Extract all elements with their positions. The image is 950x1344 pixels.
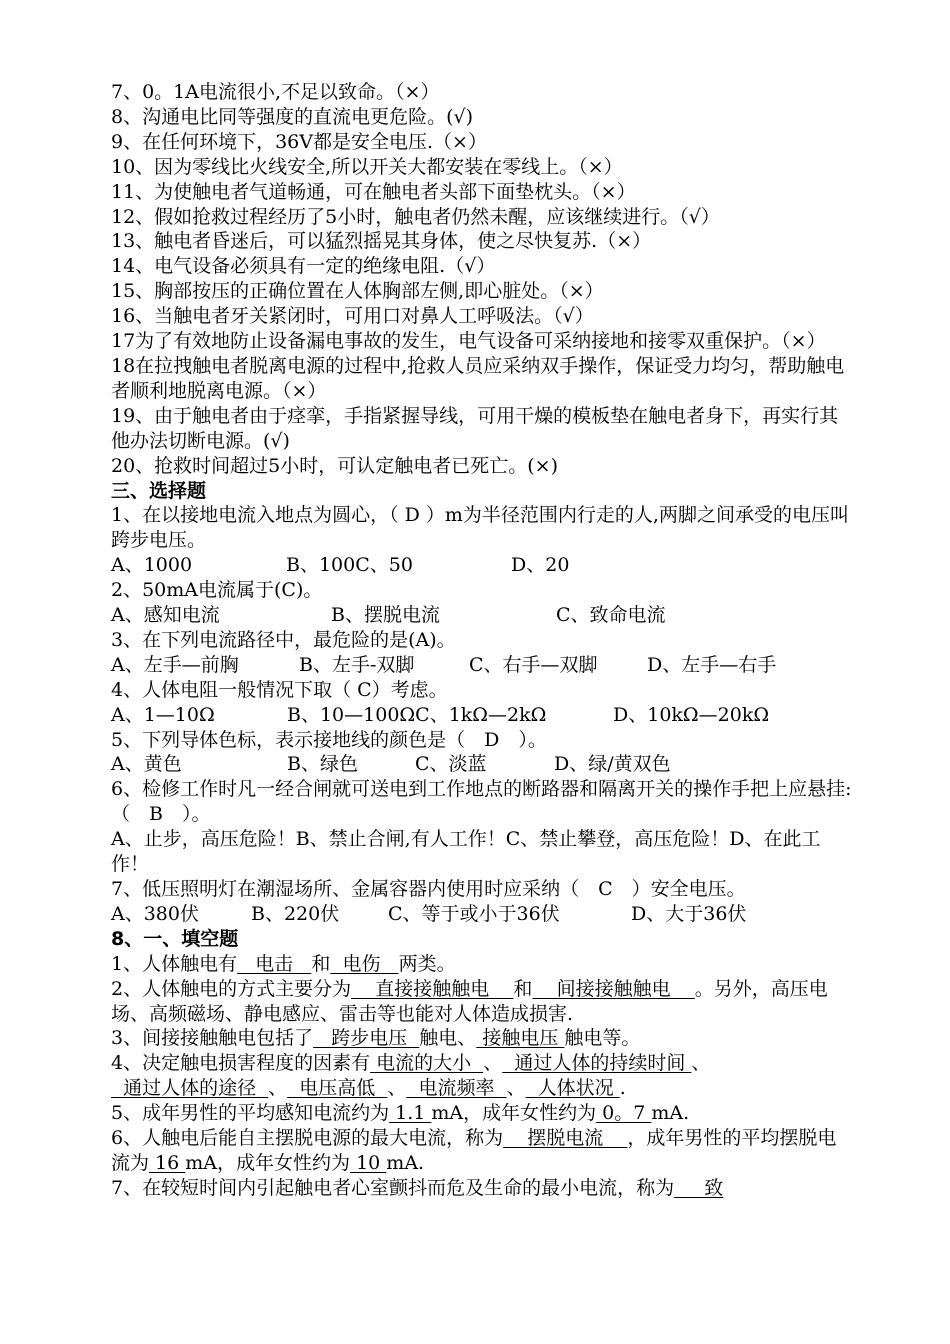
option: C、等于或小于36伏 bbox=[388, 902, 560, 925]
judge-item-20: 20、抢救时间超过5小时，可认定触电者已死亡。(×) bbox=[111, 454, 559, 477]
fill-text: 、 bbox=[691, 1052, 711, 1075]
fill-answer: 电压高低 bbox=[287, 1077, 388, 1100]
fill-answer: 人体状况 bbox=[525, 1077, 620, 1100]
option: B、绿色 bbox=[287, 753, 358, 776]
judge-item-12: 12、假如抢救过程经历了5小时，触电者仍然未醒，应该继续进行。（√） bbox=[111, 205, 720, 228]
fill-item-3 bbox=[111, 1026, 854, 1051]
judge-item-8: 8、沟通电比同等强度的直流电更危险。(√) bbox=[111, 105, 474, 128]
fill-text: mA，成年女性约为 bbox=[431, 1102, 597, 1125]
fill-text: 5、成年男性的平均感知电流约为 bbox=[111, 1102, 390, 1125]
fill-section-heading: 8、一、填空题 bbox=[111, 927, 239, 950]
fill-text: 。另外，高压电场、高频磁场、静电感应、雷击等也能对人体造成损害. bbox=[111, 977, 828, 1025]
choice-options-2 bbox=[111, 603, 854, 628]
judge-item-10: 10、因为零线比火线安全,所以开关大都安装在零线上。（×） bbox=[111, 155, 623, 178]
judge-item-19: 19、由于触电者由于痉挛，手指紧握导线，可用干燥的模板垫在触电者身下，再实行其他办法切断电源。(√) bbox=[111, 404, 839, 452]
judge-item-17: 17为了有效地防止设备漏电事故的发生，电气设备可采纳接地和接零双重保护。（×） bbox=[111, 330, 826, 353]
fill-text: 7、在较短时间内引起触电者心室颤抖而危及生命的最小电流，称为 bbox=[111, 1176, 675, 1199]
fill-text: mA. bbox=[651, 1102, 690, 1125]
fill-answer: 致 bbox=[674, 1176, 724, 1199]
judge-item-9: 9、在任何环境下，36V都是安全电压.（×） bbox=[111, 130, 487, 153]
fill-answer: 直接接触触电 bbox=[351, 977, 514, 1000]
option: A、1000 bbox=[111, 554, 193, 577]
fill-answer: 跨步电压 bbox=[313, 1027, 420, 1050]
fill-answer: 通过人体的持续时间 bbox=[502, 1052, 692, 1075]
judge-item-16: 16、当触电者牙关紧闭时，可用口对鼻人工呼吸法。（√） bbox=[111, 305, 594, 328]
option: A、380伏 bbox=[111, 902, 199, 925]
choice-question-6: 6、检修工作时凡一经合闸就可送电到工作地点的断路器和隔离开关的操作手把上应悬挂:（ B ）。 bbox=[111, 778, 852, 826]
option: C、淡蓝 bbox=[415, 753, 487, 776]
choice-question-5: 5、下列导体色标，表示接地线的颜色是（ D ）。 bbox=[111, 728, 547, 751]
option: A、黄色 bbox=[111, 753, 182, 776]
option: D、左手—右手 bbox=[647, 653, 777, 676]
option: B、10—100ΩC、1kΩ—2kΩ bbox=[287, 703, 547, 726]
fill-item-7 bbox=[111, 1176, 854, 1201]
fill-text: 4、决定触电损害程度的因素有 bbox=[111, 1052, 371, 1075]
option: C、右手—双脚 bbox=[469, 653, 598, 676]
option: A、1—10Ω bbox=[111, 703, 215, 726]
option: A、感知电流 bbox=[111, 604, 220, 627]
judge-item-11: 11、为使触电者气道畅通，可在触电者头部下面垫枕头。（×） bbox=[111, 180, 636, 203]
choice-options-6: A、止步，高压危险！B、禁止合闸,有人工作！C、禁止攀登，高压危险！D、在此工作！ bbox=[111, 828, 821, 876]
judge-item-15: 15、胸部按压的正确位置在人体胸部左侧,即心脏处。（×） bbox=[111, 280, 604, 303]
fill-answer: 16 bbox=[149, 1151, 186, 1174]
fill-answer: 电击 bbox=[237, 952, 312, 975]
fill-answer: 1.1 bbox=[389, 1102, 432, 1125]
fill-item-6 bbox=[111, 1126, 854, 1176]
fill-item-5 bbox=[111, 1101, 854, 1126]
option: D、绿/黄双色 bbox=[554, 753, 671, 776]
choice-options-4 bbox=[111, 703, 854, 728]
fill-text: 1、人体触电有 bbox=[111, 952, 238, 975]
fill-item-1 bbox=[111, 952, 854, 977]
judge-item-18: 18在拉拽触电者脱离电源的过程中,抢救人员应采纳双手操作，保证受力均匀，帮助触电者顺利地脱离电源。（×） bbox=[111, 354, 845, 402]
choice-question-2: 2、50mA电流属于(C)。 bbox=[111, 579, 323, 602]
fill-answer: 电伤 bbox=[330, 952, 399, 975]
choice-options-3 bbox=[111, 653, 854, 678]
fill-answer: 摆脱电流 bbox=[503, 1127, 628, 1150]
option: C、致命电流 bbox=[556, 604, 666, 627]
fill-text: 2、人体触电的方式主要分为 bbox=[111, 977, 352, 1000]
fill-text: 、 bbox=[387, 1077, 407, 1100]
choice-options-7 bbox=[111, 902, 854, 927]
option: D、20 bbox=[511, 554, 570, 577]
fill-answer: 接触电压 bbox=[476, 1027, 565, 1050]
choice-question-1: 1、在以接地电流入地点为圆心，（ D ）m为半径范围内行走的人,两脚之间承受的电压叫跨步电压。 bbox=[111, 504, 849, 552]
choice-question-7: 7、低压照明灯在潮湿场所、金属容器内使用时应采纳（ C ）安全电压。 bbox=[111, 878, 746, 900]
fill-item-4 bbox=[111, 1051, 854, 1101]
fill-text: 、 bbox=[268, 1077, 288, 1100]
fill-text: 3、间接接触触电包括了 bbox=[111, 1027, 314, 1050]
choice-question-4: 4、人体电阻一般情况下取（ C）考虑。 bbox=[111, 678, 448, 701]
fill-answer: 0。7 bbox=[596, 1102, 652, 1125]
choice-question-3: 3、在下列电流路径中，最危险的是(A)。 bbox=[111, 628, 456, 651]
choice-options-1 bbox=[111, 553, 854, 578]
judge-item-7: 7、0。1A电流很小,不足以致命。（×） bbox=[111, 81, 440, 103]
fill-text: 两类。 bbox=[398, 952, 456, 975]
fill-text: 、 bbox=[506, 1077, 526, 1100]
judge-item-14: 14、电气设备必须具有一定的绝缘电阻.（√） bbox=[111, 255, 496, 278]
fill-text: 和 bbox=[513, 977, 533, 1000]
option: A、左手—前胸 bbox=[111, 653, 239, 676]
option: B、220伏 bbox=[251, 902, 340, 925]
choice-options-5 bbox=[111, 752, 854, 777]
fill-text: 触电等。 bbox=[564, 1027, 641, 1050]
fill-answer: 电流的大小 bbox=[370, 1052, 484, 1075]
fill-text: . bbox=[619, 1077, 626, 1100]
fill-text: mA，成年女性约为 bbox=[185, 1151, 351, 1174]
fill-answer: 间接接触触电 bbox=[532, 977, 695, 1000]
option: B、摆脱电流 bbox=[331, 604, 440, 627]
choice-section-heading: 三、选择题 bbox=[111, 479, 207, 502]
option: B、左手-双脚 bbox=[299, 653, 415, 676]
fill-answer: 10 bbox=[350, 1151, 387, 1174]
fill-text: 触电、 bbox=[419, 1027, 477, 1050]
fill-text: 6、人触电后能自主摆脱电源的最大电流，称为 bbox=[111, 1127, 504, 1150]
option: D、10kΩ—20kΩ bbox=[613, 703, 770, 726]
fill-text: 和 bbox=[311, 952, 331, 975]
fill-text: mA. bbox=[386, 1151, 425, 1174]
fill-text: ，成年男性的平均摆脱电流为 bbox=[111, 1127, 837, 1174]
fill-answer: 通过人体的途径 bbox=[111, 1077, 269, 1100]
fill-item-2 bbox=[111, 977, 854, 1027]
fill-text: 、 bbox=[483, 1052, 503, 1075]
option: D、大于36伏 bbox=[631, 902, 747, 925]
fill-answer: 电流频率 bbox=[406, 1077, 507, 1100]
judge-item-13: 13、触电者昏迷后，可以猛烈摇晃其身体，使之尽快复苏.（×） bbox=[111, 230, 652, 253]
option: B、100C、50 bbox=[286, 554, 413, 577]
